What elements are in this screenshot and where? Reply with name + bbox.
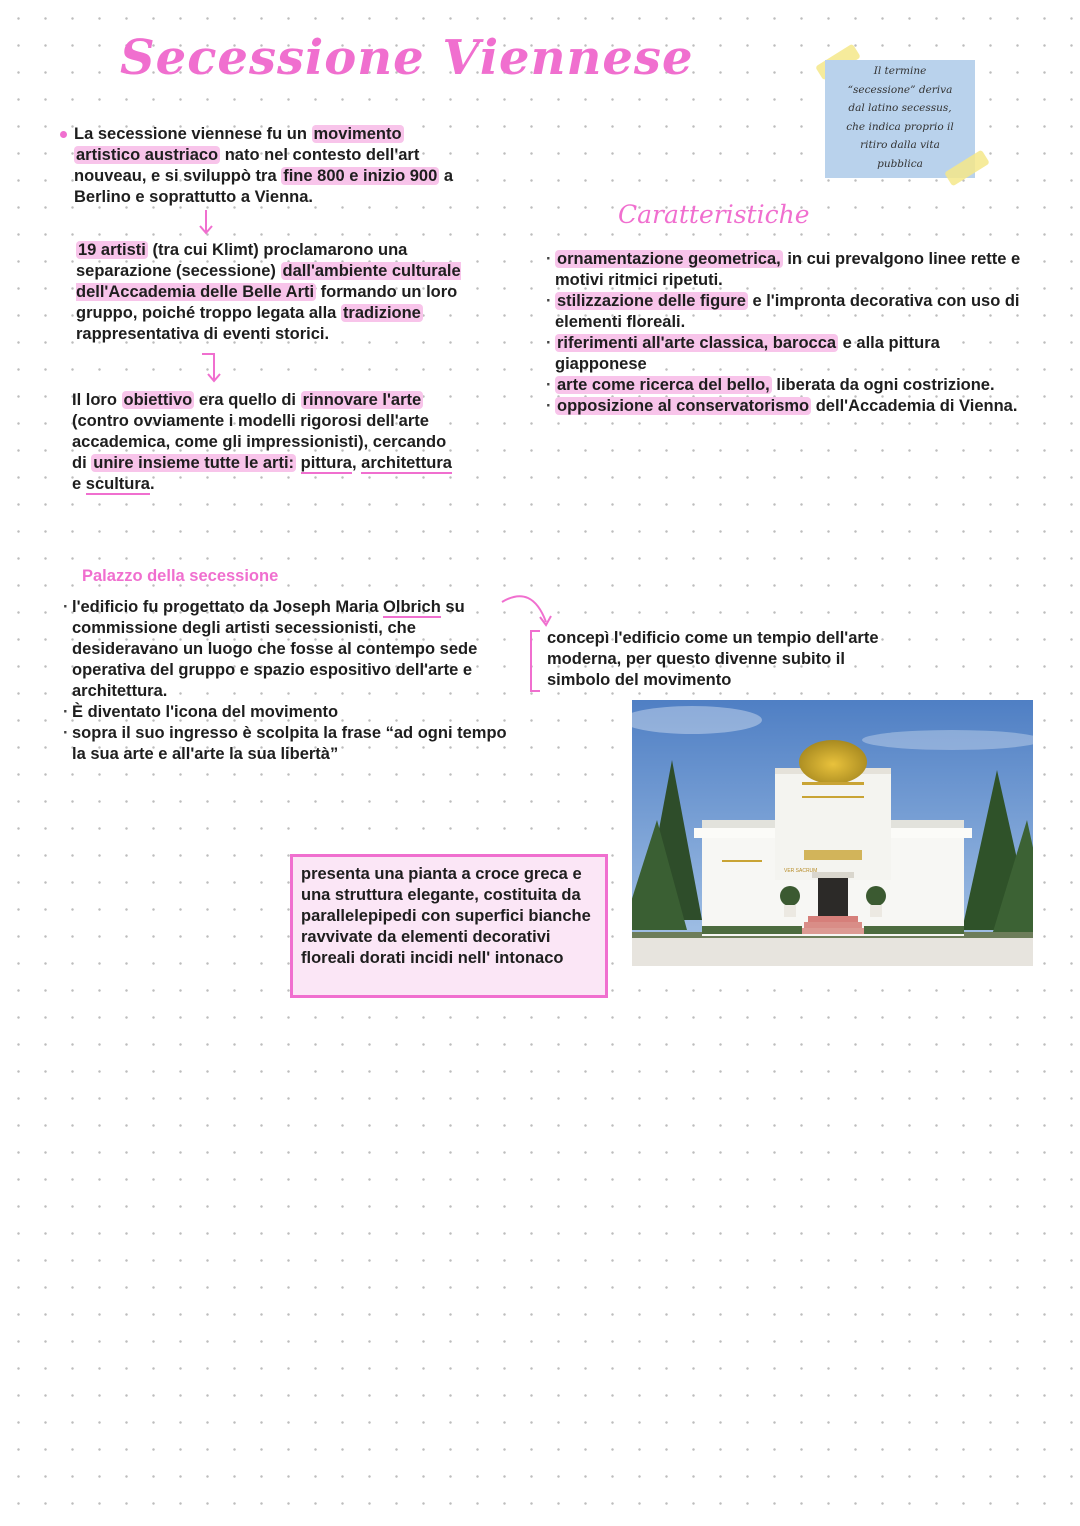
facade-inscription: VER SACRUM (784, 868, 818, 874)
highlight: unire insieme tutte le arti: (93, 454, 295, 472)
highlight: obiettivo (123, 391, 193, 409)
list-item: · arte come ricerca del bello, liberata da ogni costrizione. (546, 376, 995, 394)
text-run: (tra cui Klimt) proclamarono una separazione (secessione) (76, 241, 408, 280)
text-run: rappresentativa di eventi storici. (76, 325, 330, 343)
side-note-line: Il termine (873, 65, 927, 77)
palazzo-heading: Palazzo della secessione (82, 567, 279, 585)
list-item: · ornamentazione geometrica, in cui prevalgono linee rette e motivi ritmici ripetuti. (546, 250, 1021, 289)
caratteristiche-heading: Caratteristiche (618, 200, 810, 229)
text-run: . (149, 475, 155, 493)
side-note-line: ritiro dalla vita (860, 139, 940, 151)
text-run: formando un loro gruppo, poiché troppo legata alla (76, 283, 458, 322)
page-title: Secessione Viennese (120, 30, 694, 86)
highlight: rinnovare l'arte (302, 391, 422, 409)
highlight: fine 800 e inizio 900 (283, 167, 438, 185)
highlight: artistico austriaco (76, 146, 219, 164)
intro-paragraph-3 (72, 390, 452, 495)
text-run: e (72, 475, 86, 493)
side-note-line: dal latino secessus, (848, 102, 952, 114)
caratteristiche-list (546, 249, 1025, 417)
side-note-line: pubblica (877, 157, 923, 170)
side-note-line: che indica proprio il (846, 120, 954, 133)
highlight: movimento (313, 125, 402, 143)
side-note-card (825, 60, 975, 178)
text-run: La secessione viennese fu un (74, 125, 312, 143)
intro-paragraph-1 (74, 124, 469, 208)
text-run: nato nel contesto dell'art nouveau, e si sviluppò tra (74, 146, 420, 185)
text-run: (contro ovviamente i modelli rigorosi dell'arte accademica, come gli impressionisti), cercando di (72, 412, 447, 472)
text-run: , (351, 454, 362, 472)
palazzo-description-box: presenta una pianta a croce greca e una struttura elegante, costituita da parallelepipedi con superfici bianche ravvivate da elementi decorativi floreali dorati incidi nell' intonaco (290, 854, 608, 998)
text-run: a Berlino e soprattutto a Vienna. (74, 167, 454, 206)
list-item: · l'edificio fu progettato da Joseph Maria Olbrich su commissione degli artisti secessionisti, che desideravano un luogo che fosse al contempo sede operativa del gruppo e spazio espositivo dell'arte e architettura. (63, 598, 478, 700)
intro-paragraph-2 (76, 240, 471, 345)
bracket-icon (530, 630, 540, 692)
side-note-line: “secessione” deriva (847, 83, 953, 96)
list-item: · stilizzazione delle figure e l'impronta decorativa con uso di elementi floreali. (546, 292, 1020, 331)
curved-arrow-icon (498, 588, 558, 632)
highlight: dall'ambiente culturale dell'Accademia delle Belle Arti (76, 262, 461, 301)
palazzo-list (63, 597, 512, 765)
text-run: Il loro (72, 391, 122, 409)
arrow-down-icon (196, 208, 216, 236)
secession-building-photo (632, 700, 1033, 966)
list-item: · sopra il suo ingresso è scolpita la frase “ad ogni tempo la sua arte e all'arte la sua libertà” (63, 724, 507, 763)
list-item: · opposizione al conservatorismo dell'Accademia di Vienna. (546, 397, 1018, 415)
text-run (296, 454, 301, 472)
pink-bullet-icon (60, 131, 67, 138)
underline: scultura (85, 475, 150, 493)
bent-arrow-icon (198, 346, 224, 386)
underline: architettura (361, 454, 452, 472)
text-run: era quello di (194, 391, 301, 409)
underline: pittura (300, 454, 352, 472)
highlight: tradizione (342, 304, 421, 322)
highlight: 19 artisti (78, 241, 146, 259)
list-item: · È diventato l'icona del movimento (63, 703, 339, 721)
palazzo-aside: concepì l'edificio come un tempio dell'arte moderna, per questo divenne subito il simbolo del movimento (547, 629, 879, 689)
list-item: · riferimenti all'arte classica, barocca e alla pittura giapponese (546, 334, 940, 373)
